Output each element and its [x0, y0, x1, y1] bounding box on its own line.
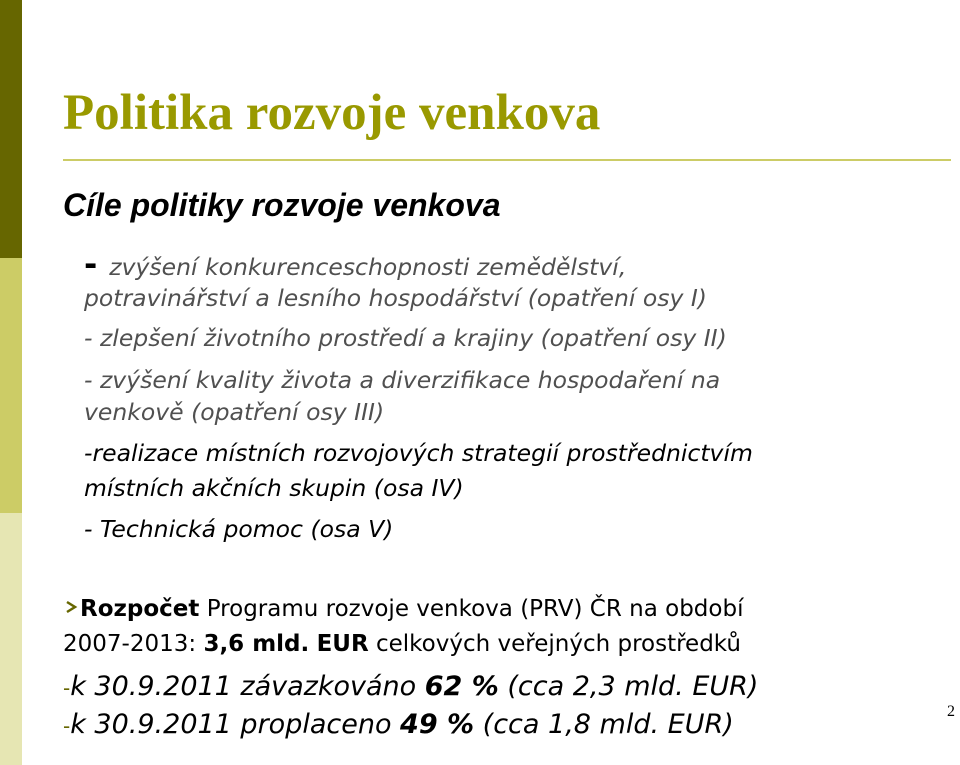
- arrow-bullet-icon: [64, 600, 78, 614]
- budget-space: [309, 631, 316, 657]
- objective-text: zvýšení konkurenceschopnosti zemědělství,: [109, 253, 627, 281]
- objective-line-6: -realizace místních rozvojových strategií prostřednictvím: [84, 439, 753, 467]
- objective-line-2: potravinářství a lesního hospodářství (opatření osy I): [84, 284, 707, 312]
- commitment-percent: 62 %: [424, 671, 499, 702]
- budget-commitment-line: [63, 673, 758, 700]
- budget-period: 2007-2013:: [63, 631, 204, 657]
- objective-line-8: - Technická pomoc (osa V): [84, 515, 394, 543]
- side-stripe-light: [0, 513, 22, 765]
- line-dash: -: [63, 676, 71, 700]
- budget-amount: 3,6 mld.: [203, 631, 310, 657]
- budget-label: Rozpočet: [80, 596, 200, 622]
- budget-line-2: [63, 633, 741, 656]
- commitment-detail: (cca 2,3 mld. EUR): [498, 671, 759, 702]
- line-dash: -: [63, 714, 71, 738]
- objective-line-4: - zvýšení kvality života a diverzifikace hospodaření na: [84, 366, 721, 394]
- commitment-text: k 30.9.2011 závazkováno: [70, 671, 425, 702]
- payment-percent: 49 %: [400, 709, 475, 740]
- budget-line-1: [80, 598, 743, 621]
- objective-line-7: místních akčních skupin (osa IV): [84, 474, 464, 502]
- objective-line-5: venkově (opatření osy III): [84, 398, 385, 426]
- title-divider: [63, 159, 951, 161]
- slide-title: Politika rozvoje venkova: [63, 85, 601, 141]
- payment-detail: (cca 1,8 mld. EUR): [474, 709, 734, 740]
- objective-line-1: [84, 245, 627, 283]
- budget-currency: EUR: [316, 631, 369, 657]
- slide-subtitle: Cíle politiky rozvoje venkova: [63, 187, 501, 223]
- side-stripe-dark: [0, 0, 22, 258]
- budget-text: Programu rozvoje venkova (PRV) ČR na období: [199, 596, 744, 622]
- slide-number: 2: [947, 703, 955, 720]
- budget-payment-line: [63, 711, 734, 738]
- payment-text: k 30.9.2011 proplaceno: [70, 709, 401, 740]
- objective-line-3: - zlepšení životního prostředí a krajiny (opatření osy II): [84, 324, 727, 352]
- budget-text-2: celkových veřejných prostředků: [368, 631, 741, 657]
- objective-dash: -: [84, 245, 98, 283]
- side-stripe-mid: [0, 258, 22, 513]
